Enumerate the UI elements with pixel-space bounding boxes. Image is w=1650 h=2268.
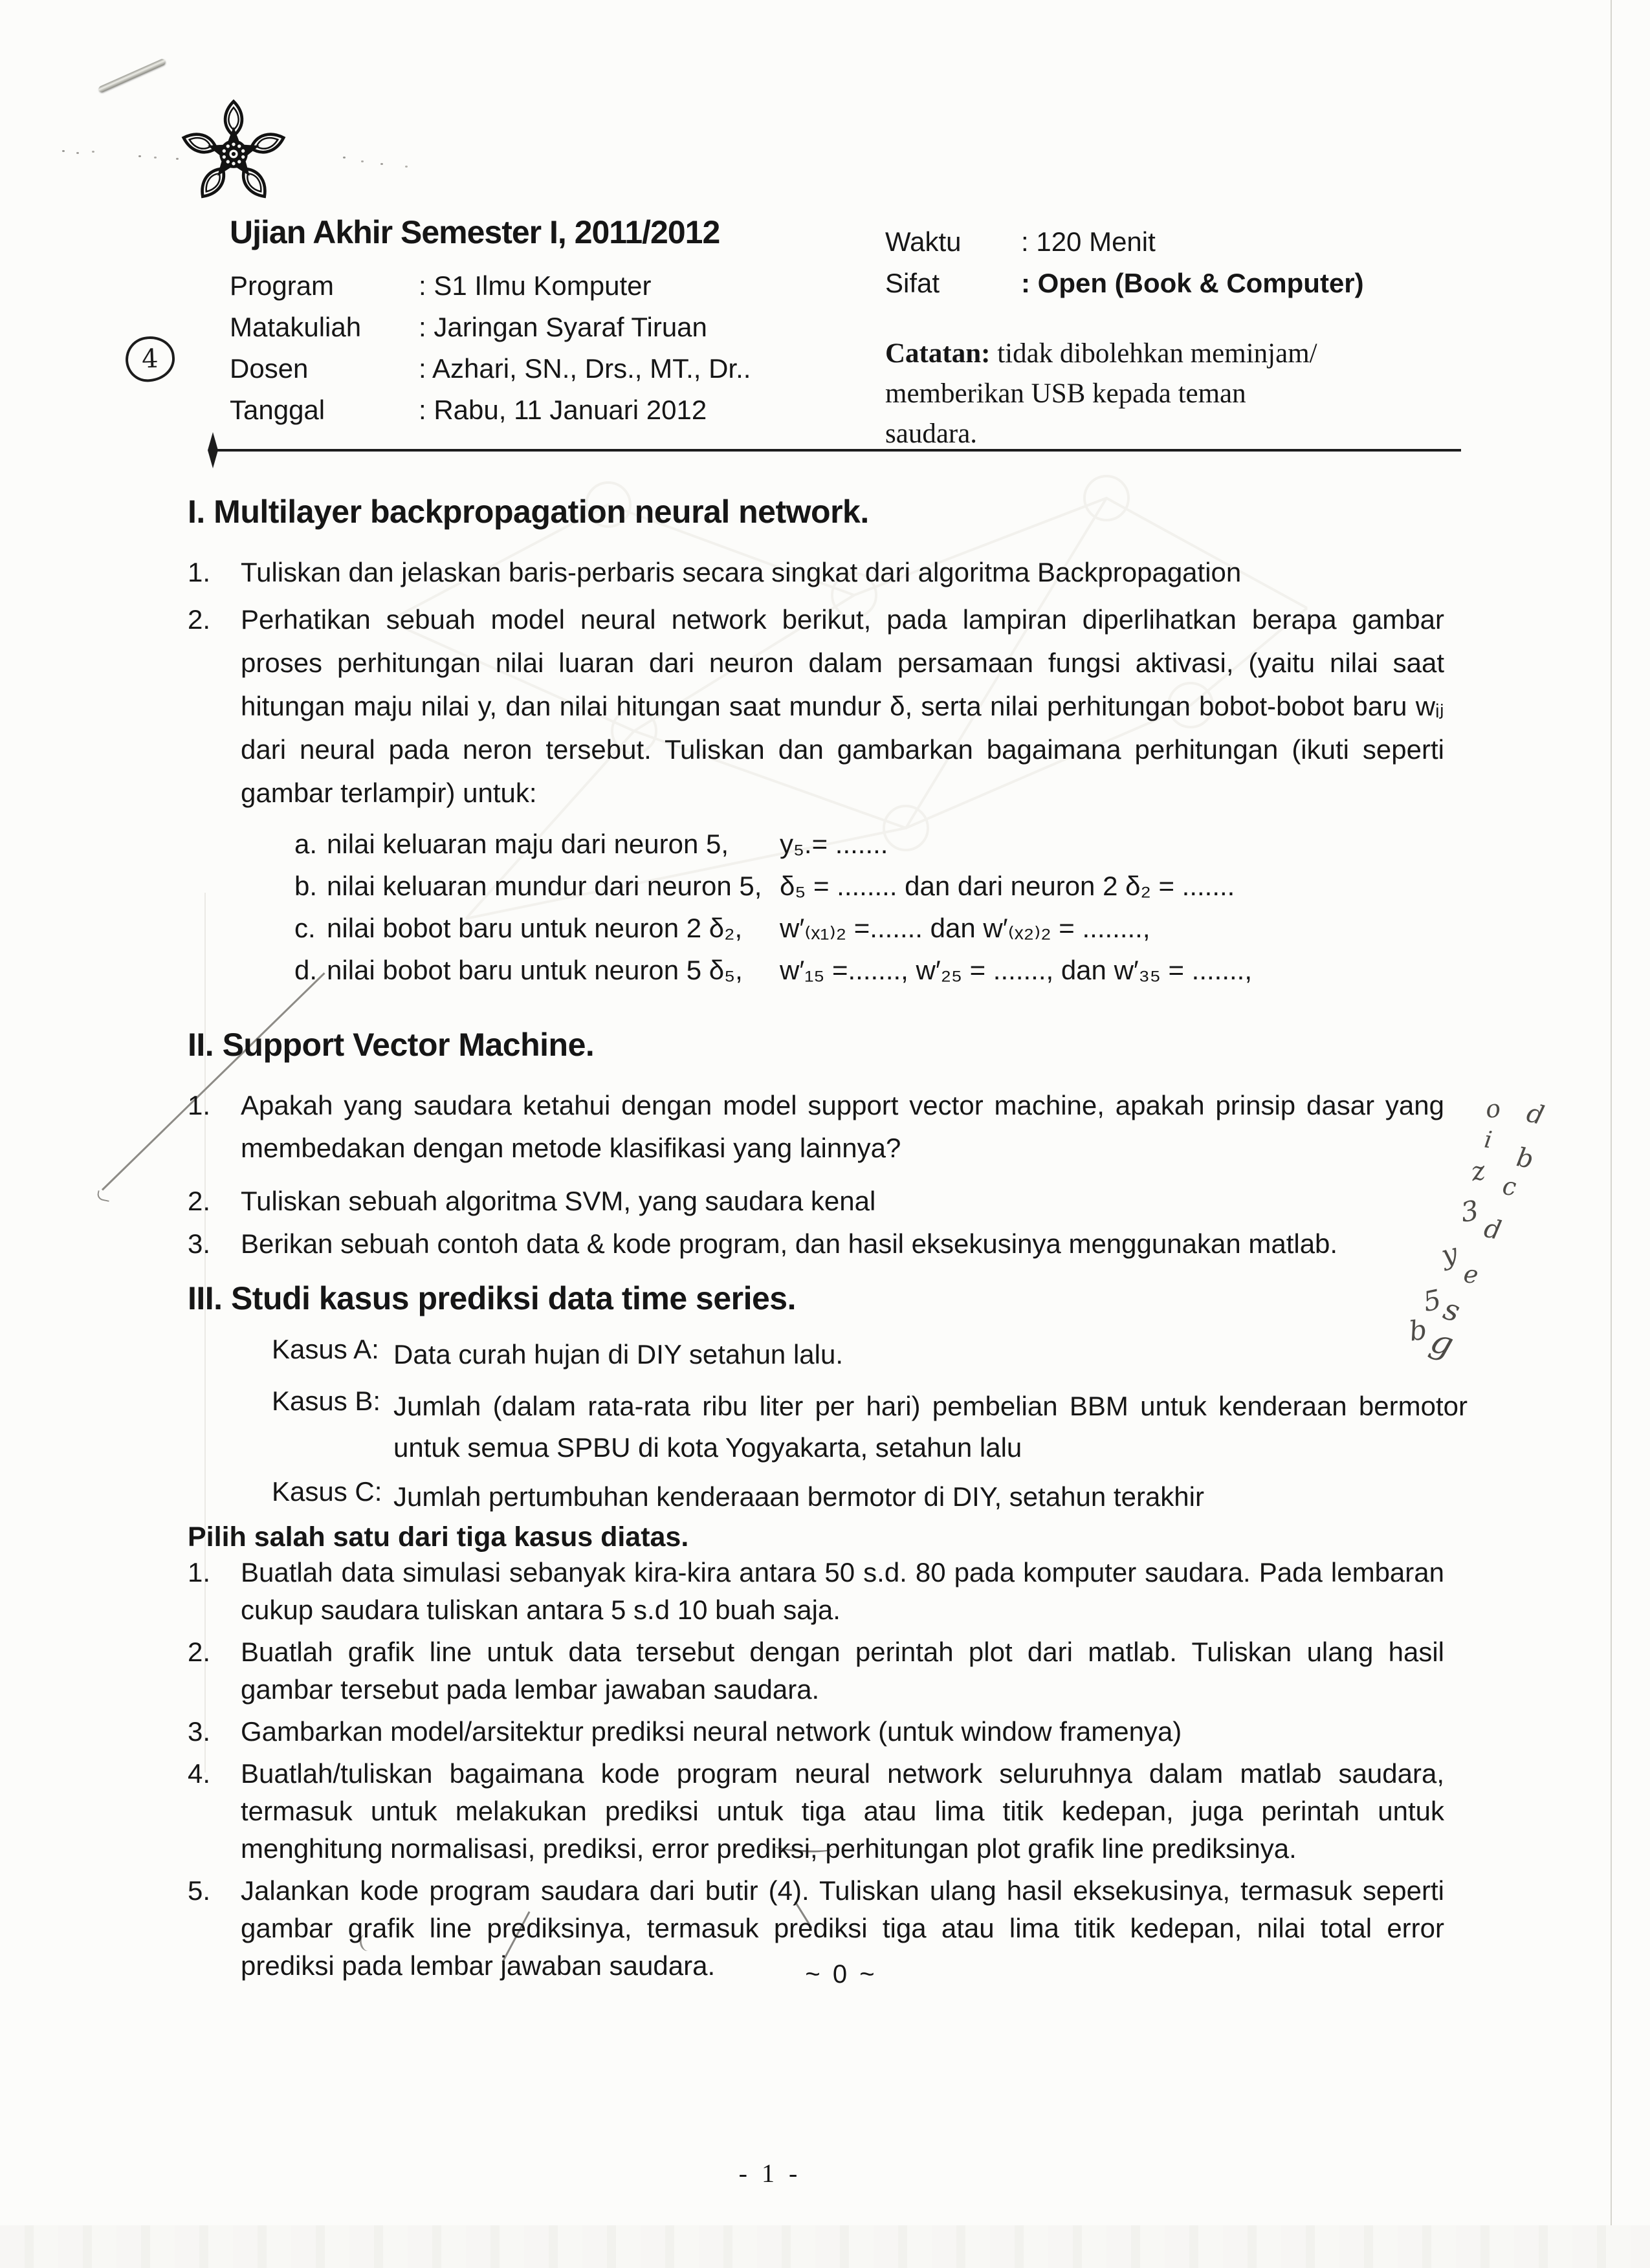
sub-item-label: nilai keluaran mundur dari neuron 5,: [327, 871, 762, 901]
item-number: 5.: [188, 1875, 211, 1906]
margin-scribble: y: [1438, 1236, 1461, 1272]
margin-scribble: o: [1484, 1093, 1502, 1124]
case-instruction: Pilih salah satu dari tiga kasus diatas.: [188, 1521, 689, 1553]
case-text: Jumlah pertumbuhan kenderaaan bermotor di DIY, setahun terakhir: [393, 1481, 1204, 1512]
item-number: 3.: [188, 1228, 211, 1259]
info-row-program: [230, 265, 877, 307]
sub-item-formula: δ₅ = ........ dan dari neuron 2 δ₂ = .......: [780, 871, 1235, 901]
list-item: [188, 1755, 1501, 1868]
header-left-column: [230, 213, 877, 431]
margin-scribble: d: [1481, 1213, 1504, 1247]
item-text: Tuliskan dan jelaskan baris-perbaris secara singkat dari algoritma Backpropagation: [241, 557, 1242, 587]
info-value: : Open (Book & Computer): [1021, 268, 1364, 298]
margin-scribble: z: [1469, 1155, 1488, 1188]
section-2-heading: II. Support Vector Machine.: [188, 1027, 595, 1063]
info-row-sifat: [885, 263, 1487, 304]
item-number: 1.: [188, 1557, 211, 1587]
info-row-tanggal: [230, 389, 877, 431]
page-edge-crease: [1611, 0, 1612, 2225]
item-number: 3.: [188, 1716, 211, 1747]
handwritten-circled-number: [124, 334, 177, 384]
page-number: - 1 -: [738, 2159, 802, 2188]
margin-scribble: e: [1462, 1259, 1480, 1290]
sub-item-marker: b.: [294, 871, 318, 901]
item-number: 1.: [188, 557, 211, 587]
margin-scribble: b: [1514, 1142, 1536, 1175]
sub-item-b: [294, 865, 1501, 907]
sub-item-list: [188, 823, 1501, 991]
margin-scribble: s: [1440, 1291, 1464, 1329]
info-row-dosen: [230, 348, 877, 389]
case-label: Kasus A:: [272, 1334, 379, 1364]
case-row-c: [272, 1476, 1585, 1518]
info-row-matakuliah: [230, 307, 877, 348]
margin-scribble: d: [1523, 1098, 1547, 1131]
margin-scribble: i: [1482, 1126, 1494, 1154]
case-label: Kasus C:: [272, 1476, 382, 1507]
sub-item-formula: w′₁₅ =......., w′₂₅ = ......., dan w′₃₅ = .......,: [780, 955, 1253, 985]
item-text: Gambarkan model/arsitektur prediksi neural network (untuk window framenya): [241, 1716, 1182, 1747]
section-3-tasks: [188, 1554, 1501, 1989]
list-item: [188, 1633, 1501, 1708]
item-text: Buatlah grafik line untuk data tersebut dengan perintah plot dari matlab. Tuliskan ulang hasil gambar tersebut pada lembar jawaban saudara.: [241, 1637, 1444, 1705]
item-text: Buatlah/tuliskan bagaimana kode program neural network seluruhnya dalam matlab saudara, termasuk untuk melakukan prediksi untuk tiga atau lima titik kedepan, juga perintah untuk menghitung normalisasi, prediksi, error prediksi, perhitungan plot grafik line prediksinya.: [241, 1758, 1444, 1864]
list-item: [188, 551, 1501, 594]
section-3-heading: III. Studi kasus prediksi data time series.: [188, 1280, 796, 1316]
info-row-waktu: [885, 221, 1487, 263]
end-of-exam-mark: ~ 0 ~: [805, 1960, 877, 1989]
sub-item-d: [294, 949, 1501, 991]
item-text: Apakah yang saudara ketahui dengan model support vector machine, apakah prinsip dasar yang membedakan dengan metode klasifikasi yang lainnya?: [241, 1090, 1444, 1163]
item-text: Perhatikan sebuah model neural network berikut, pada lampiran diperlihatkan berapa gambar proses perhitungan nilai luaran dari neuron dalam persamaan fungsi aktivasi, (yaitu nilai saat hitungan maju nilai y, dan nilai hitungan saat mundur δ, serta nilai perhitungan bobot-bobot baru wᵢⱼ dari neural pada neron tersebut. Tuliskan dan gambarkan bagaimana perhitungan (ikuti seperti gambar terlampir) untuk:: [241, 604, 1444, 808]
case-row-b: [272, 1386, 1585, 1468]
sub-item-a: [294, 823, 1501, 865]
info-value: : Azhari, SN., Drs., MT., Dr..: [419, 353, 751, 384]
margin-scribble: b: [1407, 1313, 1429, 1347]
sub-item-c: [294, 907, 1501, 949]
case-text: Data curah hujan di DIY setahun lalu.: [393, 1339, 844, 1369]
info-label: Tanggal: [230, 395, 325, 425]
item-text: Tuliskan sebuah algoritma SVM, yang saudara kenal: [241, 1186, 876, 1216]
note-label: Catatan:: [885, 338, 991, 369]
ink-smudge: [62, 150, 65, 152]
info-value: : Rabu, 11 Januari 2012: [419, 395, 707, 425]
item-number: 2.: [188, 1637, 211, 1667]
sub-item-label: nilai bobot baru untuk neuron 5 δ₅,: [327, 955, 743, 985]
info-value: : Jaringan Syaraf Tiruan: [419, 312, 707, 342]
section-1-heading: I. Multilayer backpropagation neural network.: [188, 494, 869, 530]
staple: [98, 58, 166, 94]
ink-smudge: [343, 157, 346, 158]
header-right-column: [885, 221, 1487, 454]
case-text: Jumlah (dalam rata-rata ribu liter per hari) pembelian BBM untuk kenderaan bermotor untuk semua SPBU di kota Yogyakarta, setahun lalu: [393, 1391, 1468, 1463]
note-text: tidak dibolehkan meminjam/ memberikan USB kepada teman saudara.: [885, 338, 1317, 449]
exam-note: [885, 334, 1338, 454]
item-number: 4.: [188, 1758, 211, 1789]
info-label: Dosen: [230, 353, 309, 384]
info-label: Sifat: [885, 268, 940, 298]
info-label: Waktu: [885, 226, 962, 257]
margin-scribble: 5: [1420, 1283, 1444, 1318]
exam-title: Ujian Akhir Semester I, 2011/2012: [230, 214, 720, 250]
sub-item-marker: c.: [294, 913, 316, 943]
item-text: Jalankan kode program saudara dari butir (4). Tuliskan ulang hasil eksekusinya, termasuk seperti gambar grafik line prediksinya, termasuk prediksi tiga atau lima titik kedepan, nilai total error prediksi pada lembar jawaban saudara.: [241, 1875, 1444, 1981]
item-text: Berikan sebuah contoh data & kode program, dan hasil eksekusinya menggunakan matlab.: [241, 1228, 1338, 1259]
sub-item-label: nilai keluaran maju dari neuron 5,: [327, 829, 729, 859]
sub-item-marker: d.: [294, 955, 318, 985]
list-item: [188, 1713, 1501, 1750]
info-value: : 120 Menit: [1021, 226, 1156, 257]
margin-scribble: 3: [1458, 1194, 1481, 1228]
sub-item-marker: a.: [294, 829, 318, 859]
item-text: Buatlah data simulasi sebanyak kira-kira antara 50 s.d. 80 pada komputer saudara. Pada lembaran cukup saudara tuliskan antara 5 s.d 10 buah saja.: [241, 1557, 1444, 1625]
info-label: Matakuliah: [230, 312, 362, 342]
list-item: [188, 598, 1501, 814]
case-row-a: [272, 1334, 1585, 1375]
margin-scribble: g: [1425, 1321, 1458, 1365]
circled-number-text: 4: [141, 343, 159, 375]
section-2-items: [188, 1084, 1501, 1265]
list-item: [188, 1180, 1501, 1223]
sub-item-formula: w′₍ₓ₁₎₂ =....... dan w′₍ₓ₂₎₂ = ........,: [780, 913, 1150, 943]
list-item: [188, 1223, 1501, 1265]
sub-item-label: nilai bobot baru untuk neuron 2 δ₂,: [327, 913, 743, 943]
margin-scribble: c: [1501, 1172, 1518, 1201]
item-number: 2.: [188, 604, 211, 635]
list-item: [188, 1084, 1501, 1170]
item-number: 2.: [188, 1186, 211, 1216]
item-number: 1.: [188, 1090, 211, 1120]
sub-item-formula: y₅.= .......: [780, 829, 888, 859]
divider-diamond: [208, 432, 218, 468]
scan-noise-strip: [0, 2225, 1650, 2268]
pencil-mark-hook: [96, 1190, 111, 1202]
list-item: [188, 1554, 1501, 1629]
info-value: : S1 Ilmu Komputer: [419, 270, 652, 301]
info-label: Program: [230, 270, 335, 301]
divider-line: [212, 449, 1461, 452]
ugm-logo: [176, 89, 291, 219]
case-label: Kasus B:: [272, 1386, 381, 1416]
